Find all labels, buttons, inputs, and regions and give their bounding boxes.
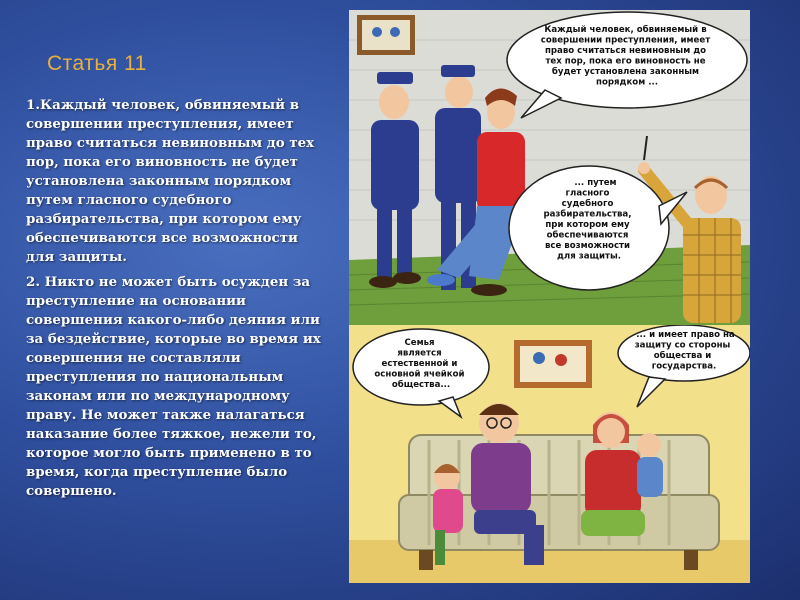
bubble-line: будет установлена законным bbox=[551, 67, 700, 77]
bubble-line: общества... bbox=[391, 380, 451, 390]
bubble-line: защиту со стороны bbox=[634, 340, 731, 351]
article-paragraph-2: 2. Никто не может быть осужден за преступление на основании совершения какого-либо деяния или за бездействие, которые во время их совершения не составляли преступления по национальным законам или по международному праву. Не может также налагаться наказание более тяжкое, нежели то, которое могло быть применено в то время, когда преступление было совершено. bbox=[26, 274, 321, 499]
bubble-line: ... и имеет право на bbox=[636, 330, 735, 340]
bubble-line: судебного bbox=[561, 199, 614, 209]
article-text bbox=[26, 96, 326, 501]
bubble-line: при котором ему bbox=[545, 220, 630, 230]
bubble-line: порядком ... bbox=[596, 77, 658, 88]
bubble-line: основной ячейкой bbox=[374, 369, 465, 380]
bubble-line: тех пор, пока его виновность не bbox=[545, 56, 706, 67]
bubble-line: обеспечиваются bbox=[546, 230, 629, 241]
bubble-line: право считаться невиновным до bbox=[544, 46, 707, 56]
bubble-line: гласного bbox=[565, 188, 610, 199]
bubble-line: Каждый человек, обвиняемый в bbox=[544, 25, 707, 35]
bubble-line: ... путем bbox=[574, 178, 617, 188]
illustration-arrest bbox=[349, 10, 750, 325]
bubble-line: общества и bbox=[653, 351, 712, 361]
bubble-line: является bbox=[397, 348, 442, 359]
family-scene bbox=[349, 325, 750, 583]
bubble-line: разбирательства, bbox=[543, 209, 632, 220]
bubble-line: все возможности bbox=[544, 241, 631, 251]
slide-title: Статья 11 bbox=[47, 52, 147, 75]
arrest-scene bbox=[349, 10, 750, 325]
bubble-line: государства. bbox=[651, 361, 717, 372]
illustration-family bbox=[349, 325, 750, 583]
bubble-line: Семья bbox=[404, 338, 435, 348]
baby-icon bbox=[637, 433, 663, 497]
article-paragraph-1: 1.Каждый человек, обвиняемый в совершении преступления, имеет право считаться невиновным до тех пор, пока его виновность не будет установлена законным порядком путем гласного судебного разбирательства, при котором ему обеспечиваются все возможности для защиты. bbox=[26, 97, 315, 265]
bubble-line: для защиты. bbox=[556, 251, 622, 262]
bubble-line: совершении преступления, имеет bbox=[540, 35, 711, 46]
bubble-line: естественной и bbox=[381, 359, 458, 369]
